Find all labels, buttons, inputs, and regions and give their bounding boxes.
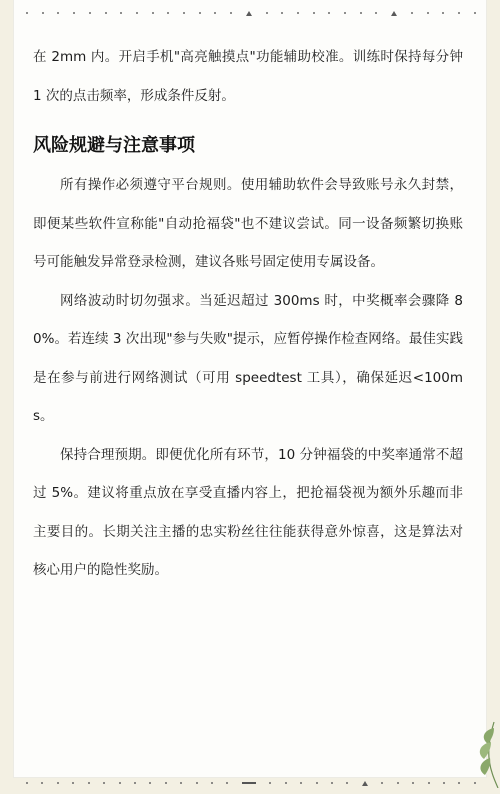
body-paragraph: 保持合理预期。即便优化所有环节，10 分钟福袋的中奖率通常不超过 5%。建议将重点放在享受直播内容上，把抢福袋视为额外乐趣而非主要目的。长期关注主播的忠实粉丝往往能获得意外惊喜，这是算法对核心用户的隐性奖励。 [33,446,463,578]
border-dot [180,782,182,784]
border-dot [152,12,154,14]
border-dot [458,12,460,14]
bar-ornament [242,782,256,784]
triangle-ornament-icon [391,11,397,16]
border-dot [397,782,399,784]
border-dot [105,12,107,14]
border-dot [26,12,28,14]
border-dot [313,12,315,14]
border-dot [412,782,414,784]
top-dotted-border [26,10,476,16]
bottom-dotted-border [26,780,476,786]
triangle-ornament-icon [246,11,252,16]
border-dot [346,782,348,784]
border-dot [183,12,185,14]
triangle-ornament-icon [362,781,368,786]
leaf-decoration-icon [460,718,500,788]
border-dot [42,12,44,14]
body-paragraph: 网络波动时切勿强求。当延迟超过 300ms 时，中奖概率会骤降 80%。若连续 3 次出现"参与失败"提示，应暂停操作检查网络。最佳实践是在参与前进行网络测试（可用 speedtest 工具），确保延迟<100ms。 [33,292,463,424]
border-dot [269,782,271,784]
border-dot [281,12,283,14]
border-dot [331,782,333,784]
border-dot [285,782,287,784]
border-dot [427,12,429,14]
border-dot [344,12,346,14]
border-dot [136,12,138,14]
border-dot [89,12,91,14]
border-dot [443,782,445,784]
border-dot [226,782,228,784]
intro-paragraph: 在 2mm 内。开启手机"高亮触摸点"功能辅助校准。训练时保持每分钟 1 次的点击频率，形成条件反射。 [33,49,463,104]
border-dot [167,12,169,14]
border-dot [88,782,90,784]
border-dot [120,12,122,14]
border-dot [316,782,318,784]
border-dot [119,782,121,784]
border-dot [134,782,136,784]
border-dot [214,12,216,14]
border-dot [442,12,444,14]
border-dot [26,782,28,784]
border-dot [196,782,198,784]
border-dot [72,782,74,784]
border-dot [165,782,167,784]
border-dot [199,12,201,14]
border-dot [103,782,105,784]
article-body [33,38,463,590]
border-dot [328,12,330,14]
border-dot [57,782,59,784]
border-dot [73,12,75,14]
border-dot [211,782,213,784]
section-heading: 风险规避与注意事项 [33,135,195,156]
border-dot [149,782,151,784]
border-dot [300,782,302,784]
border-dot [381,782,383,784]
border-dot [474,12,476,14]
border-dot [375,12,377,14]
border-dot [266,12,268,14]
border-dot [360,12,362,14]
border-dot [297,12,299,14]
border-dot [41,782,43,784]
border-dot [57,12,59,14]
border-dot [411,12,413,14]
body-paragraph: 所有操作必须遵守平台规则。使用辅助软件会导致账号永久封禁，即便某些软件宣称能"自动抢福袋"也不建议尝试。同一设备频繁切换账号可能触发异常登录检测，建议各账号固定使用专属设备。 [33,177,463,270]
border-dot [230,12,232,14]
border-dot [428,782,430,784]
